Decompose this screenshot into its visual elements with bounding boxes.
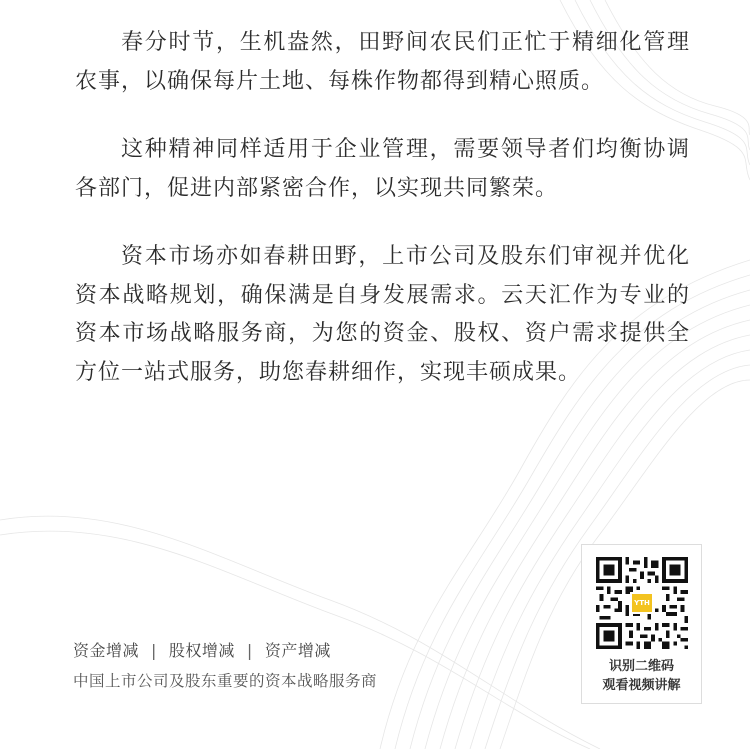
- paragraph-1: 春分时节，生机盎然，田野间农民们正忙于精细化管理农事，以确保每片土地、每株作物都得到精心照质。: [75, 30, 690, 94]
- tag-separator: |: [246, 641, 253, 660]
- qr-caption-line-1: 识别二维码: [608, 659, 674, 674]
- paragraph-3: 资本市场亦如春耕田野，上市公司及股东们审视并优化资本战略规划，确保满是自身发展需求。云天汇作为专业的资本市场战略服务商，为您的资金、股权、资户需求提供全方位一站式服务，助您春耕细作，实现丰硕成果。: [75, 244, 690, 385]
- tag-assets: 资产增减: [264, 641, 331, 660]
- paragraph-2: 这种精神同样适用于企业管理，需要领导者们均衡协调各部门，促进内部紧密合作，以实现共同繁荣。: [75, 137, 690, 201]
- qr-caption: [582, 657, 701, 695]
- qr-caption-line-2: 观看视频讲解: [602, 678, 681, 693]
- qr-brand-logo: YTH: [630, 592, 654, 614]
- tag-separator: |: [151, 641, 157, 660]
- tag-fund: 资金增减: [73, 641, 140, 660]
- service-tags: [73, 638, 543, 664]
- company-slogan: 中国上市公司及股东重要的资本战略服务商: [73, 672, 378, 690]
- tag-equity: 股权增减: [168, 641, 235, 660]
- footer: [73, 638, 543, 693]
- qr-card: [581, 544, 702, 704]
- article-body: [75, 24, 690, 422]
